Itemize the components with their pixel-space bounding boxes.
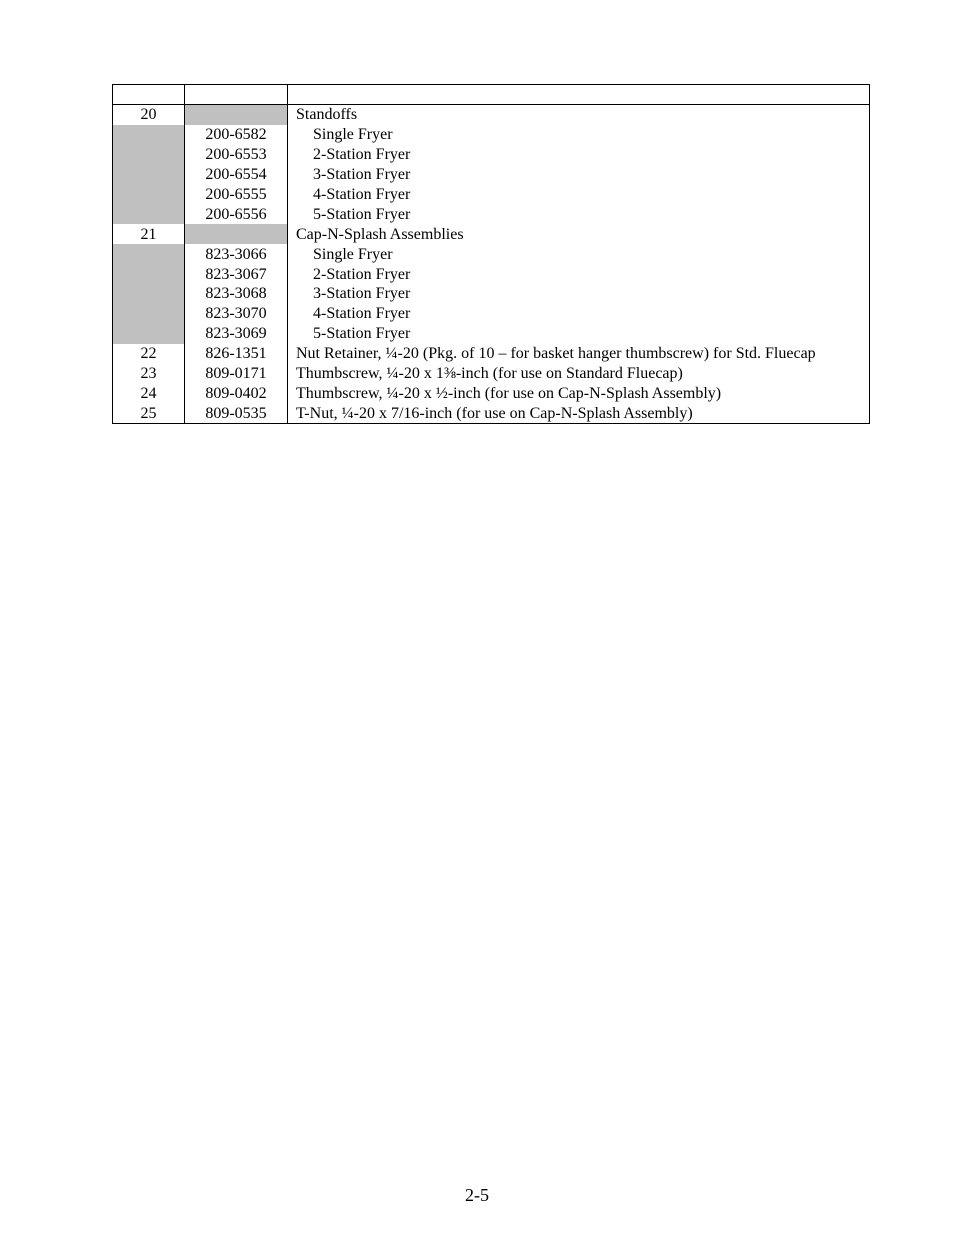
- description-cell: Standoffs: [288, 105, 870, 125]
- description-cell: 4-Station Fryer: [288, 185, 870, 205]
- table-row: [113, 125, 870, 145]
- item-number-cell: 20: [113, 105, 185, 125]
- item-number-cell: [113, 264, 185, 284]
- item-number-cell: [113, 204, 185, 224]
- header-cell-description: [288, 85, 870, 105]
- description-cell: 4-Station Fryer: [288, 304, 870, 324]
- table-row: [113, 324, 870, 344]
- part-number-cell: [185, 105, 288, 125]
- table-row: [113, 185, 870, 205]
- table-row: [113, 165, 870, 185]
- item-number-cell: [113, 125, 185, 145]
- part-number-cell: 823-3066: [185, 244, 288, 264]
- part-number-cell: 826-1351: [185, 344, 288, 364]
- header-cell-part: [185, 85, 288, 105]
- item-number-cell: [113, 145, 185, 165]
- table-row: [113, 105, 870, 125]
- description-cell: 3-Station Fryer: [288, 284, 870, 304]
- description-cell: Cap-N-Splash Assemblies: [288, 224, 870, 244]
- table-row: [113, 284, 870, 304]
- description-cell: 5-Station Fryer: [288, 204, 870, 224]
- table-row: [113, 244, 870, 264]
- part-number-cell: 200-6555: [185, 185, 288, 205]
- table-row: [113, 364, 870, 384]
- parts-table-body: [113, 85, 870, 424]
- part-number-cell: 809-0402: [185, 383, 288, 403]
- page-number: 2-5: [465, 1185, 489, 1205]
- part-number-cell: [185, 224, 288, 244]
- item-number-cell: 22: [113, 344, 185, 364]
- item-number-cell: [113, 165, 185, 185]
- table-row: [113, 224, 870, 244]
- item-number-cell: [113, 284, 185, 304]
- table-row: [113, 403, 870, 423]
- description-cell: Single Fryer: [288, 125, 870, 145]
- description-cell: Thumbscrew, ¼-20 x ½-inch (for use on Cap-N-Splash Assembly): [288, 383, 870, 403]
- table-row: [113, 145, 870, 165]
- part-number-cell: 200-6582: [185, 125, 288, 145]
- part-number-cell: 823-3070: [185, 304, 288, 324]
- table-header-row: [113, 85, 870, 105]
- part-number-cell: 809-0171: [185, 364, 288, 384]
- description-cell: Nut Retainer, ¼-20 (Pkg. of 10 – for basket hanger thumbscrew) for Std. Fluecap: [288, 344, 870, 364]
- item-number-cell: [113, 304, 185, 324]
- parts-table: [112, 84, 870, 424]
- item-number-cell: [113, 244, 185, 264]
- part-number-cell: 200-6553: [185, 145, 288, 165]
- part-number-cell: 809-0535: [185, 403, 288, 423]
- table-row: [113, 204, 870, 224]
- description-cell: Single Fryer: [288, 244, 870, 264]
- part-number-cell: 823-3068: [185, 284, 288, 304]
- table-row: [113, 304, 870, 324]
- header-cell-item: [113, 85, 185, 105]
- part-number-cell: 200-6556: [185, 204, 288, 224]
- table-row: [113, 264, 870, 284]
- item-number-cell: [113, 185, 185, 205]
- item-number-cell: 24: [113, 383, 185, 403]
- table-row: [113, 383, 870, 403]
- description-cell: 2-Station Fryer: [288, 145, 870, 165]
- description-cell: 5-Station Fryer: [288, 324, 870, 344]
- part-number-cell: 200-6554: [185, 165, 288, 185]
- item-number-cell: 21: [113, 224, 185, 244]
- part-number-cell: 823-3069: [185, 324, 288, 344]
- item-number-cell: 25: [113, 403, 185, 423]
- part-number-cell: 823-3067: [185, 264, 288, 284]
- table-row: [113, 344, 870, 364]
- item-number-cell: 23: [113, 364, 185, 384]
- description-cell: T-Nut, ¼-20 x 7/16-inch (for use on Cap-N-Splash Assembly): [288, 403, 870, 423]
- description-cell: Thumbscrew, ¼-20 x 1⅜-inch (for use on Standard Fluecap): [288, 364, 870, 384]
- description-cell: 3-Station Fryer: [288, 165, 870, 185]
- item-number-cell: [113, 324, 185, 344]
- description-cell: 2-Station Fryer: [288, 264, 870, 284]
